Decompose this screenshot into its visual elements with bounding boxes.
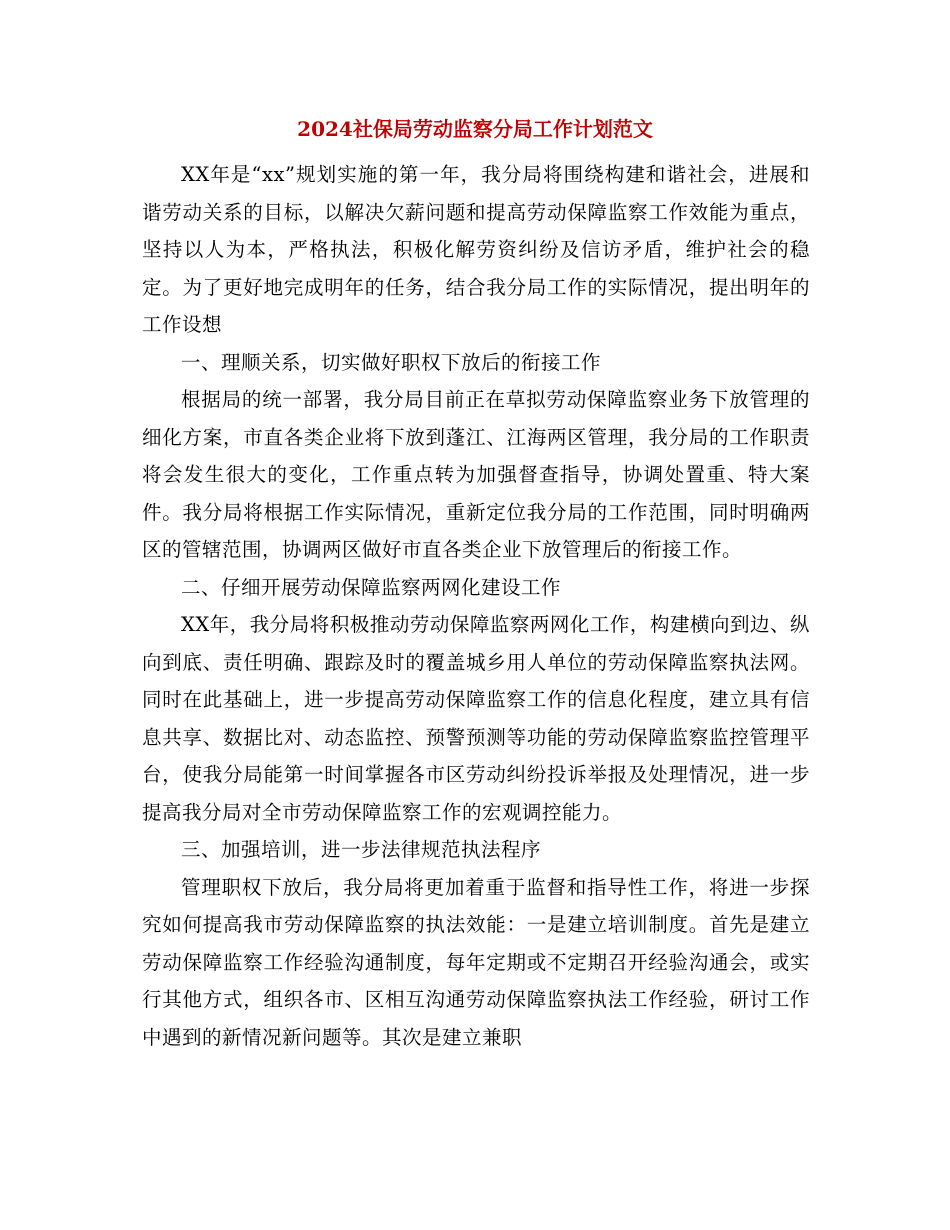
section-heading-1: 一、理顺关系，切实做好职权下放后的衔接工作	[181, 350, 602, 374]
section-heading-3: 三、加强培训，进一步法律规范执法程序	[181, 838, 542, 861]
paragraph-intro: XX年是“xx”规划实施的第一年，我分局将围绕构建和谐社会，进展和谐劳动关系的目标，以解决欠薪问题和提高劳动保障监察工作效能为重点，坚持以人为本，严格执法，积极化解劳资纠纷及信访矛盾，维护社会的稳定。为了更好地完成明年的任务，结合我分局工作的实际情况，提出明年的工作设想	[142, 163, 810, 336]
paragraph-section-3: 管理职权下放后，我分局将更加着重于监督和指导性工作，将进一步探究如何提高我市劳动保障监察的执法效能：一是建立培训制度。首先是建立劳动保障监察工作经验沟通制度，每年定期或不定期召开经验沟通会，或实行其他方式，组织各市、区相互沟通劳动保障监察执法工作经验，研讨工作中遇到的新情况新问题等。其次是建立兼职	[142, 875, 810, 1049]
document-body	[142, 156, 810, 1056]
document-title: 2024社保局劳动监察分局工作计划范文	[297, 117, 653, 141]
paragraph-section-2: XX年，我分局将积极推动劳动保障监察两网化工作，构建横向到边、纵向到底、责任明确、跟踪及时的覆盖城乡用人单位的劳动保障监察执法网。同时在此基础上，进一步提高劳动保障监察工作的信息化程度，建立具有信息共享、数据比对、动态监控、预警预测等功能的劳动保障监察监控管理平台，使我分局能第一时间掌握各市区劳动纠纷投诉举报及处理情况，进一步提高我分局对全市劳动保障监察工作的宏观调控能力。	[142, 613, 810, 824]
paragraph-section-1: 根据局的统一部署，我分局目前正在草拟劳动保障监察业务下放管理的细化方案，市直各类企业将下放到蓬江、江海两区管理，我分局的工作职责将会发生很大的变化，工作重点转为加强督查指导，协调处置重、特大案件。我分局将根据工作实际情况，重新定位我分局的工作范围，同时明确两区的管辖范围，协调两区做好市直各类企业下放管理后的衔接工作。	[142, 388, 810, 561]
section-heading-2: 二、仔细开展劳动保障监察两网化建设工作	[181, 575, 562, 599]
